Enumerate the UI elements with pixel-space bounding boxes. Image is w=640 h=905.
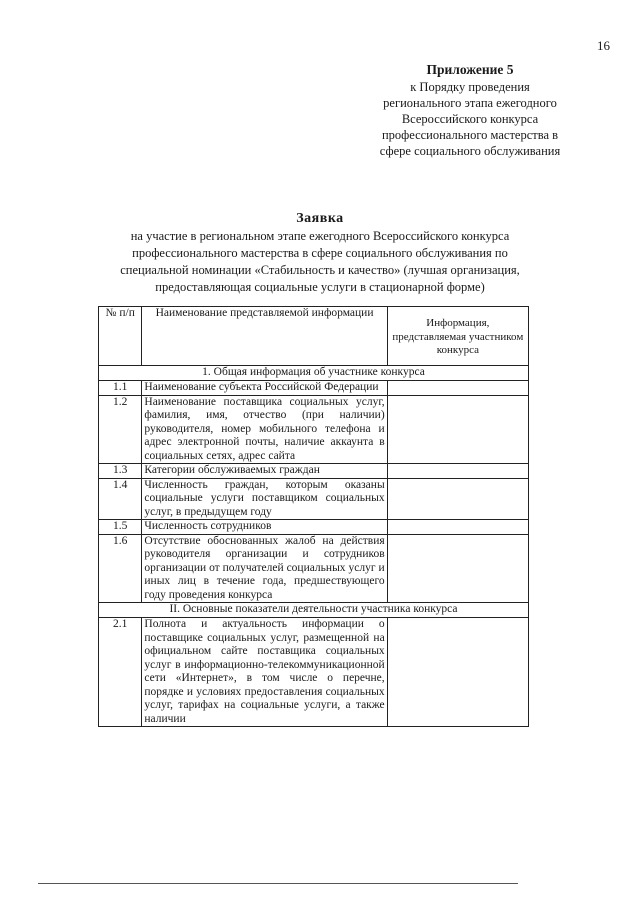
- table-header-row: [99, 307, 529, 366]
- row-info-field[interactable]: [387, 618, 528, 727]
- table-row: [99, 478, 529, 520]
- appendix-line: Всероссийского конкурса: [401, 112, 539, 126]
- row-num: 1.5: [99, 520, 142, 535]
- table-row: [99, 520, 529, 535]
- application-line: специальной номинации «Стабильность и качество» (лучшая организация,: [120, 263, 520, 277]
- row-info-field[interactable]: [387, 478, 528, 520]
- row-info-field[interactable]: [387, 520, 528, 535]
- appendix-header: [340, 62, 600, 159]
- application-line: профессионального мастерства в сфере социального обслуживания по: [132, 246, 508, 260]
- row-info-field[interactable]: [387, 381, 528, 396]
- row-info-field[interactable]: [387, 534, 528, 603]
- appendix-line: к Порядку проведения: [410, 80, 530, 94]
- application-line: предоставляющая социальные услуги в стационарной форме): [155, 280, 485, 294]
- footer-rule: [38, 883, 518, 884]
- row-num: 1.3: [99, 464, 142, 479]
- row-num: 1.2: [99, 395, 142, 464]
- row-name: Наименование субъекта Российской Федерации: [142, 381, 387, 396]
- row-name: Численность сотрудников: [142, 520, 387, 535]
- row-info-field[interactable]: [387, 464, 528, 479]
- row-name: Наименование поставщика социальных услуг, фамилия, имя, отчество (при наличии) руководителя, номер мобильного телефона и адрес электронной почты, наличие аккаунта в социальных сетях, адрес сайта: [142, 395, 387, 464]
- appendix-line: сфере социального обслуживания: [379, 144, 561, 158]
- row-num: 1.4: [99, 478, 142, 520]
- row-name: Полнота и актуальность информации о поставщике социальных услуг, размещенной на официальном сайте поставщика социальных услуг в информационно-телекоммуникационной сети «Интернет», в том числе о перечне, порядке и условиях предоставления социальных услуг, тарифах на социальные услуги, а также наличии: [142, 618, 387, 727]
- application-table: [98, 306, 529, 727]
- row-num: 1.6: [99, 534, 142, 603]
- appendix-line: регионального этапа ежегодного: [383, 96, 557, 110]
- table-row: [99, 381, 529, 396]
- row-num: 2.1: [99, 618, 142, 727]
- row-name: Численность граждан, которым оказаны социальные услуги поставщиком социальных услуг, в предыдущем году: [142, 478, 387, 520]
- header-info: Информация, представляемая участником конкурса: [387, 307, 528, 366]
- table-row: [99, 618, 529, 727]
- table-row: [99, 464, 529, 479]
- table-row: [99, 395, 529, 464]
- section-row: [99, 366, 529, 381]
- section-row: [99, 603, 529, 618]
- appendix-title: Приложение 5: [426, 62, 514, 77]
- row-name: Отсутствие обоснованных жалоб на действия руководителя организации и сотрудников организации от получателей социальных услуг и иных лиц в течение года, предшествующего году проведения конкурса: [142, 534, 387, 603]
- row-num: 1.1: [99, 381, 142, 396]
- row-name: Категории обслуживаемых граждан: [142, 464, 387, 479]
- application-line: на участие в региональном этапе ежегодного Всероссийского конкурса: [130, 229, 510, 243]
- application-title: Заявка: [296, 211, 344, 226]
- header-name: Наименование представляемой информации: [142, 307, 387, 366]
- page-number: 16: [597, 38, 610, 53]
- application-heading: [100, 210, 540, 296]
- header-num: № п/п: [99, 307, 142, 366]
- row-info-field[interactable]: [387, 395, 528, 464]
- section-title: 1. Общая информация об участнике конкурса: [99, 366, 529, 381]
- table-row: [99, 534, 529, 603]
- appendix-line: профессионального мастерства в: [381, 128, 559, 142]
- section-title: II. Основные показатели деятельности участника конкурса: [99, 603, 529, 618]
